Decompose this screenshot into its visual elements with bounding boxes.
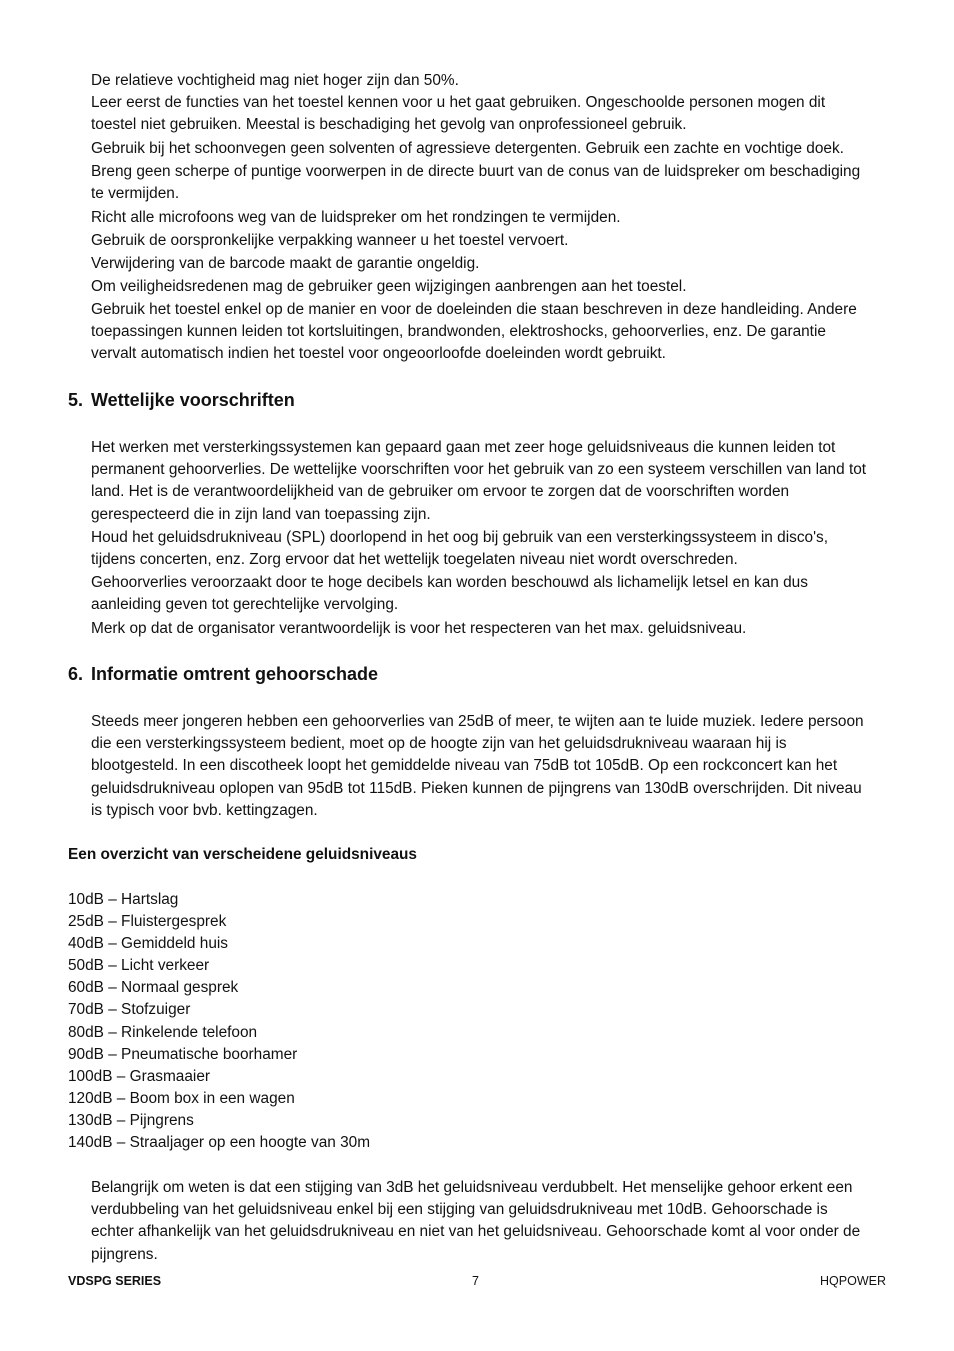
- text-line: tijdens concerten, enz. Zorg ervoor dat het wettelijk toegelaten niveau niet wordt overschreden.: [91, 551, 738, 569]
- text-line: Belangrijk om weten is dat een stijging van 3dB het geluidsniveau verdubbelt. Het menselijke gehoor erkent een: [91, 1179, 853, 1196]
- text-line: echter afhankelijk van het geluidsdrukniveau en niet van het geluidsniveau. Gehoorschade komt al voor onder de: [91, 1223, 861, 1241]
- list-item: 40dB – Gemiddeld huis: [68, 935, 228, 953]
- intro-paragraph: [91, 207, 891, 229]
- footer-brand: HQPOWER: [820, 1274, 886, 1288]
- text-line: die een versterkingssysteem bedient, moet op de hoogte zijn van het geluidsdrukniveau waaraan hij is: [91, 735, 787, 753]
- intro-paragraph: [91, 70, 891, 92]
- text-line: Verwijdering van de barcode maakt de garantie ongeldig.: [91, 255, 480, 272]
- list-item: 140dB – Straaljager op een hoogte van 30m: [68, 1134, 371, 1152]
- text-line: gerespecteerd die in zijn land van toepassing zijn.: [91, 505, 431, 523]
- list-item: 80dB – Rinkelende telefoon: [68, 1023, 258, 1041]
- section-number: 5.: [68, 390, 84, 410]
- text-line: De relatieve vochtigheid mag niet hoger zijn dan 50%.: [91, 72, 459, 89]
- text-line: permanent gehoorverlies. De wettelijke voorschriften voor het gebruik van zo een systeem verschillen van land tot: [91, 461, 867, 479]
- section-heading: [68, 390, 295, 411]
- list-item: 120dB – Boom box in een wagen: [68, 1089, 295, 1107]
- text-line: Om veiligheidsredenen mag de gebruiker geen wijzigingen aanbrengen aan het toestel.: [91, 278, 687, 295]
- section-number: 6.: [68, 664, 84, 684]
- section5-paragraph: [91, 527, 891, 571]
- text-line: toestel niet gebruiken. Meestal is beschadiging het gevolg van onprofessioneel gebruik.: [91, 116, 687, 134]
- text-line: vervalt automatisch indien het toestel voor ongeoorloofde doeleinden wordt gebruikt.: [91, 345, 666, 363]
- text-line: te vermijden.: [91, 185, 180, 203]
- closing-paragraph: [91, 1177, 891, 1266]
- intro-paragraph: [91, 92, 891, 136]
- intro-paragraph: [91, 161, 891, 205]
- section-title: Informatie omtrent gehoorschade: [91, 664, 379, 684]
- list-item: 25dB – Fluistergesprek: [68, 913, 227, 931]
- text-line: toepassingen kunnen leiden tot kortsluitingen, brandwonden, elektroshocks, gehoorverlies, enz. De garantie: [91, 323, 826, 341]
- section5-paragraph: [91, 437, 891, 526]
- section-heading: [68, 664, 378, 685]
- text-line: Breng geen scherpe of puntige voorwerpen in de directe buurt van de conus van de luidspreker om beschadiging: [91, 163, 861, 180]
- text-line: geluidsdrukniveau oplopen van 95dB tot 115dB. Pieken kunnen de pijngrens van 130dB overschrijden. Dit niveau: [91, 779, 862, 797]
- list-item: 90dB – Pneumatische boorhamer: [68, 1045, 298, 1063]
- text-line: Houd het geluidsdrukniveau (SPL) doorlopend in het oog bij gebruik van een versterkingssysteem in disco's,: [91, 529, 828, 546]
- sound-levels-list: [68, 889, 370, 1154]
- intro-paragraph: [91, 276, 891, 298]
- text-line: Gehoorverlies veroorzaakt door te hoge decibels kan worden beschouwd als lichamelijk letsel en kan dus: [91, 574, 808, 591]
- text-line: land. Het is de verantwoordelijkheid van de gebruiker om ervoor te zorgen dat de voorschriften worden: [91, 483, 790, 501]
- section5-paragraph: [91, 618, 891, 640]
- text-line: verdubbeling van het geluidsniveau enkel bij een stijging van geluidsdrukniveau met 10dB. Gehoorschade is: [91, 1201, 828, 1219]
- list-item: 50dB – Licht verkeer: [68, 957, 210, 975]
- intro-paragraph: [91, 138, 891, 160]
- section-title: Wettelijke voorschriften: [91, 390, 295, 410]
- text-line: Gebruik het toestel enkel op de manier en voor de doeleinden die staan beschreven in deze handleiding. Andere: [91, 301, 857, 318]
- intro-paragraph: [91, 299, 891, 366]
- intro-paragraph: [91, 253, 891, 275]
- text-line: pijngrens.: [91, 1245, 158, 1263]
- levels-subheading: Een overzicht van verscheidene geluidsniveaus: [68, 846, 417, 863]
- list-item: 130dB – Pijngrens: [68, 1111, 194, 1129]
- text-line: Richt alle microfoons weg van de luidspreker om het rondzingen te vermijden.: [91, 209, 621, 226]
- list-item: 100dB – Grasmaaier: [68, 1067, 211, 1085]
- footer-page-number: 7: [472, 1274, 479, 1288]
- text-line: Het werken met versterkingssystemen kan gepaard gaan met zeer hoge geluidsniveaus die kunnen leiden tot: [91, 439, 836, 456]
- list-item: 60dB – Normaal gesprek: [68, 979, 239, 997]
- footer-series: VDSPG SERIES: [68, 1274, 162, 1288]
- text-line: Merk op dat de organisator verantwoordelijk is voor het respecteren van het max. geluidsniveau.: [91, 620, 747, 637]
- list-item: 70dB – Stofzuiger: [68, 1001, 191, 1019]
- text-line: aanleiding geven tot gerechtelijke vervolging.: [91, 596, 399, 614]
- text-line: blootgesteld. In een discotheek loopt het gemiddelde niveau van 75dB tot 105dB. Op een rockconcert kan het: [91, 757, 838, 775]
- text-line: Steeds meer jongeren hebben een gehoorverlies van 25dB of meer, te wijten aan te luide muziek. Iedere persoon: [91, 713, 864, 730]
- section5-paragraph: [91, 572, 891, 616]
- text-line: Gebruik de oorspronkelijke verpakking wanneer u het toestel vervoert.: [91, 232, 569, 249]
- section6-paragraph: [91, 711, 891, 822]
- text-line: Gebruik bij het schoonvegen geen solventen of agressieve detergenten. Gebruik een zachte en vochtige doek.: [91, 140, 844, 157]
- text-line: Leer eerst de functies van het toestel kennen voor u het gaat gebruiken. Ongeschoolde personen mogen dit: [91, 94, 826, 111]
- intro-paragraph: [91, 230, 891, 252]
- text-line: is typisch voor bvb. kettingzagen.: [91, 801, 318, 819]
- list-item: 10dB – Hartslag: [68, 891, 179, 908]
